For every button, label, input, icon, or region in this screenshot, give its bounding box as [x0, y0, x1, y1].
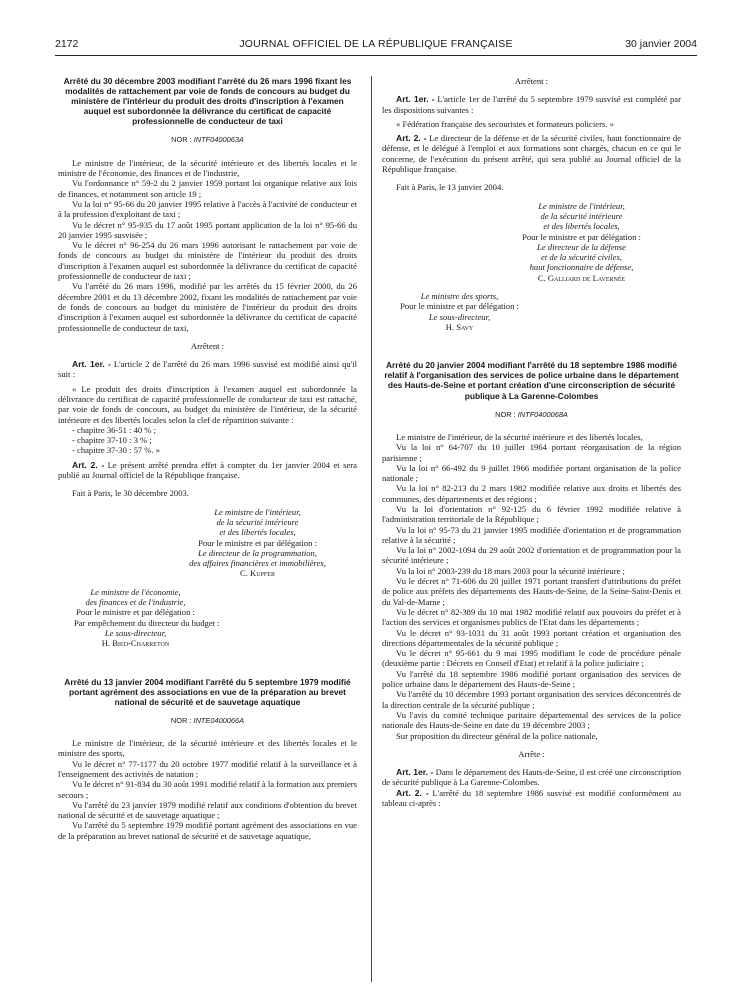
signatory-line: des finances et de l'industrie,	[85, 597, 186, 608]
chapter-item: - chapitre 36-51 : 40 % ;	[72, 424, 157, 435]
visa: Vu l'arrêté du 10 décembre 1993 portant organisation des services déconcentrés de la direction centrale de la sécurité publique ;	[382, 689, 681, 710]
decree-aquatic-rescue-continued	[382, 76, 681, 332]
nor-reference	[58, 135, 357, 145]
article-label: Art. 2. -	[72, 459, 105, 470]
signatory-line: et des libertés locales,	[543, 221, 620, 232]
journal-title: JOURNAL OFFICIEL DE LA RÉPUBLIQUE FRANÇAISE	[239, 38, 513, 50]
nor-label: NOR :	[171, 135, 192, 145]
visa: Vu l'avis du comité technique paritaire départemental des services de la police nationale des Hauts-de-Seine en date du 19 décembre 2003 ;	[382, 709, 681, 731]
chapter-item: - chapitre 37-10 : 3 % ;	[72, 435, 152, 446]
visa: Vu le décret n° 77-1177 du 20 octobre 1977 modifié relatif à la surveillance et à l'enseignement des activités de natation ;	[58, 758, 357, 779]
article-text: L'arrêté du 18 septembre 1986 susvisé est modifié conformément au tableau ci-après :	[382, 787, 681, 808]
signature-block	[74, 586, 220, 649]
visa: Vu la loi n° 66-492 du 9 juillet 1966 modifiée portant organisation de la police nationale ;	[382, 462, 681, 484]
signatory-line: Pour le ministre et par délégation :	[400, 301, 519, 312]
decree-title: Arrêté du 30 décembre 2003 modifiant l'arrêté du 26 mars 1996 fixant les modalités de rattachement par voie de fonds de concours au budget du ministère de l'intérieur du produit des droits d'inscription à l'examen auquel est subordonnée la délivrance du certificat de capacité professionnelle de conducteur de taxi	[63, 76, 352, 127]
visa: Vu la loi n° 2002-1094 du 29 août 2002 d'orientation et de programmation pour la sécurité intérieure ;	[382, 545, 681, 566]
header-rule	[55, 55, 697, 56]
signature-block	[398, 291, 521, 332]
article-label: Art. 1er. -	[396, 94, 435, 105]
visa: Vu le décret n° 71-606 du 20 juillet 1971 portant transfert d'attributions du préfet de police aux préfets des départements des Hauts-de-Seine, de la Seine-Saint-Denis et du Val-de-Marne ;	[382, 576, 681, 607]
signatory-line: Pour le ministre et par délégation :	[198, 537, 317, 548]
signatory-name: C. Kupfer	[240, 568, 275, 579]
nor-label: NOR :	[170, 715, 192, 725]
article-text: Le directeur de la défense et de la sécurité civiles, haut fonctionnaire de défense, et le délégué à l'emploi et aux formations sont chargés, chacun en ce qui le concerne, de l'exécution du présent arrêté, qui sera publié au Journal officiel de la République française.	[382, 133, 681, 175]
signatory-line: et de la sécurité civiles,	[541, 252, 622, 263]
signing-place-date: Fait à Paris, le 30 décembre 2003.	[72, 488, 189, 499]
column-divider	[371, 76, 372, 982]
article-label: Art. 2. -	[396, 787, 429, 798]
decree-taxi	[58, 76, 357, 649]
decree-title: Arrêté du 20 janvier 2004 modifiant l'arrêté du 18 septembre 1986 modifié relatif à l'organisation des services de police urbaine dans le département des Hauts-de-Seine et portant création d'une circonscription de sécurité publique à La Garenne-Colombes	[384, 360, 679, 401]
signatory-line: haut fonctionnaire de défense,	[529, 262, 634, 273]
preamble: Le ministre de l'intérieur, de la sécurité intérieure et des libertés locales et le ministre des sports,	[58, 738, 357, 759]
signatory-line: Le sous-directeur,	[104, 627, 167, 638]
visa: Vu le décret n° 82-389 du 10 mai 1982 modifié relatif aux pouvoirs du préfet et à l'action des services et organismes publics de l'Etat dans les départements ;	[382, 606, 681, 628]
article-quote: « Fédération française des secouristes et formateurs policiers. »	[396, 118, 614, 129]
article-text: L'article 2 de l'arrêté du 26 mars 1996 susvisé est modifié ainsi qu'il suit :	[58, 359, 357, 380]
article-text: Le présent arrêté prendra effet à compter du 1er janvier 2004 et sera publié au Journal officiel de la République française.	[58, 459, 357, 481]
visa: Vu le décret n° 93-1031 du 31 août 1993 portant création et organisation des directions départementales de la sécurité publique ;	[382, 627, 681, 648]
chapter-item: - chapitre 37-30 : 57 %. »	[72, 445, 161, 456]
signatory-line: et des libertés locales,	[219, 527, 296, 538]
signatory-line: des affaires financières et immobilières,	[189, 558, 326, 569]
visa: Vu l'ordonnance n° 59-2 du 2 janvier 1959 portant loi organique relative aux lois de finances, et notamment son article 19 ;	[58, 178, 357, 199]
signatory-line: Le ministre des sports,	[420, 291, 499, 302]
signatory-line: Pour le ministre et par délégation :	[522, 231, 641, 242]
decree-police-garenne	[382, 360, 681, 808]
nor-code: INTF0400068A	[517, 409, 568, 419]
visa: Sur proposition du directeur général de la police nationale,	[396, 730, 598, 741]
article-1	[382, 94, 681, 115]
article-1	[382, 767, 681, 788]
signing-place-date: Fait à Paris, le 13 janvier 2004.	[396, 182, 504, 193]
visa: Vu la loi d'orientation n° 92-125 du 6 février 1992 modifiée relative à l'administration territoriale de la République ;	[382, 503, 681, 525]
right-column	[382, 76, 681, 808]
visa: Vu le décret n° 95-935 du 17 août 1995 portant application de la loi n° 95-66 du 20 janvier 1995 susvisée ;	[58, 219, 357, 240]
nor-reference	[382, 410, 681, 420]
nor-reference	[58, 716, 357, 726]
decree-title: Arrêté du 13 janvier 2004 modifiant l'arrêté du 5 septembre 1979 modifié portant agrément des associations en vue de la préparation au brevet national de sécurité et de sauvetage aquatique	[64, 676, 351, 707]
visa: Vu le décret n° 96-254 du 26 mars 1996 autorisant le rattachement par voie de fonds de concours au budget du ministère de l'intérieur du produit des droits d'inscription à l'examen auquel est subordonnée la délivrance du certificat de capacité professionnelle de conducteur de taxi ;	[58, 240, 357, 282]
visa: Vu la loi n° 82-213 du 2 mars 1982 modifiée relative aux droits et libertés des communes, des départements et des régions ;	[382, 483, 681, 504]
nor-label: NOR :	[495, 409, 516, 419]
signatory-line: Le sous-directeur,	[428, 311, 491, 322]
article-label: Art. 1er. -	[72, 359, 111, 370]
signatory-line: Le ministre de l'intérieur,	[214, 506, 301, 517]
signatory-line: Pour le ministre et par délégation :	[76, 607, 195, 618]
signatory-line: Par empêchement du directeur du budget :	[74, 617, 220, 628]
visa: Vu la loi n° 64-707 du 10 juillet 1964 portant réorganisation de la région parisienne ;	[382, 442, 681, 463]
visa: Vu le décret n° 95-661 du 9 mai 1995 modifiant le code de procédure pénale (deuxième partie : Décrets en Conseil d'Etat) et relatif à la police judiciaire ;	[382, 648, 681, 669]
article-2	[382, 133, 681, 174]
article-label: Art. 1er. -	[396, 767, 434, 778]
signatory-name: C. Galliard de Lavernée	[537, 272, 626, 283]
visa: Vu la loi n° 2003-239 du 18 mars 2003 pour la sécurité intérieure ;	[396, 565, 625, 576]
visa: Vu la loi n° 95-73 du 21 janvier 1995 modifiée d'orientation et de programmation relative à la sécurité ;	[382, 524, 681, 545]
signatory-line: Le ministre de l'intérieur,	[538, 200, 625, 211]
decree-aquatic-rescue	[58, 677, 357, 842]
visa: Vu l'arrêté du 5 septembre 1979 modifié portant agrément des associations en vue de la préparation au brevet national de sécurité et de sauvetage aquatique,	[58, 820, 357, 841]
page-header	[55, 38, 697, 52]
visa: Vu la loi n° 95-66 du 20 janvier 1995 relative à l'accès à l'activité de conducteur et à la profession d'exploitant de taxi ;	[58, 198, 357, 220]
signature-block	[158, 507, 357, 579]
article-1	[58, 359, 357, 380]
visa: Vu l'arrêté du 23 janvier 1979 modifié relatif aux conditions d'obtention du brevet national de sécurité et de sauvetage aquatique ;	[58, 799, 357, 821]
arrete-heading: Arrête :	[518, 748, 545, 759]
issue-date: 30 janvier 2004	[625, 38, 697, 50]
article-text: L'article 1er de l'arrêté du 5 septembre 1979 susvisé est complété par les dispositions suivantes :	[382, 94, 681, 115]
article-2	[58, 460, 357, 481]
signatory-line: Le directeur de la programmation,	[198, 547, 317, 558]
article-quote: « Le produit des droits d'inscription à l'examen auquel est subordonnée la délivrance du certificat de capacité professionnelle de conducteur de taxi est rattaché, par voie de fonds de concours, au budget du ministère de l'intérieur, de la sécurité intérieure et des libertés locales selon la clef de répartition suivante :	[58, 383, 357, 425]
signature-block	[482, 201, 681, 283]
signatory-line: Le directeur de la défense	[537, 241, 626, 252]
nor-code: INTE0400066A	[193, 715, 245, 725]
article-2	[382, 788, 681, 809]
nor-code: INTF0400063A	[193, 135, 244, 145]
page-number: 2172	[55, 38, 79, 50]
preamble: Le ministre de l'intérieur, de la sécurité intérieure et des libertés locales et le ministre de l'économie, des finances et de l'industrie,	[58, 157, 357, 179]
visa: Vu le décret n° 91-834 du 30 août 1991 modifié relatif à la formation aux premiers secours ;	[58, 779, 357, 800]
arretent-heading: Arrêtent :	[514, 76, 549, 86]
preamble: Le ministre de l'intérieur, de la sécurité intérieure et des libertés locales,	[396, 431, 643, 442]
signatory-line: de la sécurité intérieure	[216, 516, 299, 527]
visa: Vu l'arrêté du 26 mars 1996, modifié par les arrêtés du 15 février 2000, du 26 décembre 2001 et du 13 décembre 2002, fixant les modalités de rattachement par voie de fonds de concours au budget du ministère de l'intérieur du produit des droits d'inscription à l'examen auquel est subordonnée la délivrance du certificat de capacité professionnelle de conducteur de taxi,	[58, 281, 357, 333]
article-text: Dans le département des Hauts-de-Seine, il est créé une circonscription de sécurité publique à La Garenne-Colombes.	[382, 767, 681, 788]
signatory-line: de la sécurité intérieure	[540, 210, 623, 221]
article-label: Art. 2. -	[396, 133, 427, 144]
visa: Vu l'arrêté du 18 septembre 1986 modifié portant organisation des services de police urbaine dans le département des Hauts-de-Seine ;	[382, 668, 681, 690]
left-column	[58, 76, 357, 841]
signatory-name: H. Bied-Charreton	[101, 638, 170, 649]
signatory-line: Le ministre de l'économie,	[90, 586, 181, 597]
arretent-heading: Arrêtent :	[190, 340, 225, 351]
signatory-name: H. Savy	[445, 321, 474, 332]
